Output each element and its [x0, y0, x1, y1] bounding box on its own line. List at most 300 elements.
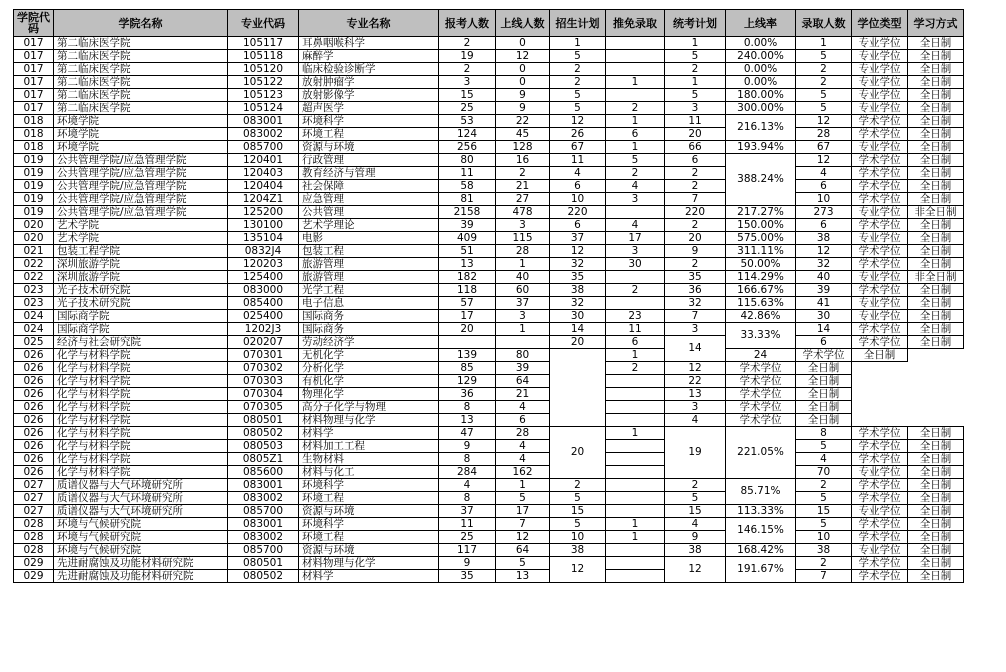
cell-major-name: 材料物理与化学	[299, 414, 439, 427]
table-row	[14, 258, 964, 271]
cell-exempt: 3	[606, 245, 665, 258]
cell-passed: 5	[496, 492, 550, 505]
cell-major-name: 麻醉学	[299, 50, 439, 63]
cell-major-code: 083002	[228, 531, 299, 544]
cell-applicants: 11	[439, 167, 496, 180]
cell-college-name: 化学与材料学院	[54, 414, 228, 427]
cell-exam-plan: 4	[665, 518, 726, 531]
cell-applicants: 11	[439, 518, 496, 531]
table-row	[14, 518, 964, 531]
cell-passed: 162	[496, 466, 550, 479]
cell-admitted: 67	[796, 141, 852, 154]
cell-major-name: 材料加工工程	[299, 440, 439, 453]
cell-degree: 专业学位	[852, 544, 908, 557]
cell-mode: 全日制	[908, 453, 964, 466]
cell-exempt: 1	[606, 427, 665, 440]
cell-major-code: 083001	[228, 479, 299, 492]
cell-mode: 全日制	[908, 193, 964, 206]
cell-major-code: 125400	[228, 271, 299, 284]
cell-major-name: 生物材料	[299, 453, 439, 466]
cell-college-code: 028	[14, 518, 54, 531]
cell-plan: 35	[550, 271, 606, 284]
cell-exam-plan: 35	[665, 271, 726, 284]
cell-college-name: 第二临床医学院	[54, 50, 228, 63]
table-row	[14, 180, 964, 193]
cell-major-name: 行政管理	[299, 154, 439, 167]
cell-plan: 37	[550, 232, 606, 245]
cell-exempt: 1	[606, 531, 665, 544]
table-row	[14, 76, 964, 89]
cell-degree: 专业学位	[852, 297, 908, 310]
cell-college-name: 化学与材料学院	[54, 453, 228, 466]
cell-college-code: 026	[14, 466, 54, 479]
cell-plan: 220	[550, 206, 606, 219]
cell-admitted: 5	[796, 440, 852, 453]
cell-college-name: 化学与材料学院	[54, 401, 228, 414]
cell-college-name: 国际商学院	[54, 310, 228, 323]
cell-college-code: 019	[14, 206, 54, 219]
cell-plan: 12	[550, 115, 606, 128]
cell-major-name: 劳动经济学	[299, 336, 439, 349]
cell-admitted: 2	[796, 63, 852, 76]
cell-college-code: 027	[14, 505, 54, 518]
cell-passed: 21	[496, 388, 550, 401]
cell-exam-plan: 2	[665, 258, 726, 271]
cell-exam-plan: 3	[665, 102, 726, 115]
cell-exempt	[606, 505, 665, 518]
cell-college-code: 024	[14, 310, 54, 323]
header-major-name: 专业名称	[299, 10, 439, 37]
cell-mode: 全日制	[908, 37, 964, 50]
cell-rate: 221.05%	[726, 427, 796, 479]
cell-admitted: 40	[796, 271, 852, 284]
cell-major-code: 120403	[228, 167, 299, 180]
table-row	[14, 466, 964, 479]
cell-exempt: 1	[606, 349, 665, 362]
cell-plan: 20	[550, 427, 606, 479]
cell-exempt	[606, 557, 665, 570]
cell-rate: 240.00%	[726, 50, 796, 63]
cell-exam-plan: 7	[665, 193, 726, 206]
cell-rate: 0.00%	[726, 76, 796, 89]
cell-plan: 32	[550, 258, 606, 271]
header-major-code: 专业代码	[228, 10, 299, 37]
cell-major-name: 艺术学理论	[299, 219, 439, 232]
cell-college-code: 017	[14, 63, 54, 76]
cell-mode: 全日制	[852, 349, 908, 362]
cell-degree: 学术学位	[852, 167, 908, 180]
cell-exam-plan: 2	[665, 180, 726, 193]
cell-major-name: 电影	[299, 232, 439, 245]
cell-degree: 学术学位	[852, 245, 908, 258]
cell-passed: 60	[496, 284, 550, 297]
cell-college-name: 第二临床医学院	[54, 76, 228, 89]
cell-applicants: 13	[439, 414, 496, 427]
cell-college-code: 017	[14, 102, 54, 115]
cell-major-name: 耳鼻咽喉科学	[299, 37, 439, 50]
cell-applicants: 25	[439, 102, 496, 115]
cell-degree: 学术学位	[852, 336, 908, 349]
cell-major-code: 070304	[228, 388, 299, 401]
cell-degree: 学术学位	[852, 284, 908, 297]
cell-passed	[496, 336, 550, 349]
cell-college-name: 化学与材料学院	[54, 440, 228, 453]
cell-plan: 5	[550, 518, 606, 531]
cell-degree: 专业学位	[852, 37, 908, 50]
cell-major-name: 国际商务	[299, 323, 439, 336]
cell-college-code: 017	[14, 76, 54, 89]
cell-applicants: 80	[439, 154, 496, 167]
cell-exam-plan: 2	[665, 167, 726, 180]
cell-passed: 40	[496, 271, 550, 284]
cell-admitted: 15	[796, 505, 852, 518]
cell-admitted: 6	[796, 180, 852, 193]
cell-major-code: 085700	[228, 544, 299, 557]
cell-mode: 非全日制	[908, 271, 964, 284]
cell-passed: 64	[496, 375, 550, 388]
cell-mode: 全日制	[908, 245, 964, 258]
table-row	[14, 102, 964, 115]
cell-college-name: 光子技术研究院	[54, 284, 228, 297]
cell-major-name: 无机化学	[299, 349, 439, 362]
table-row	[14, 50, 964, 63]
cell-mode: 全日制	[908, 219, 964, 232]
cell-exempt: 3	[606, 193, 665, 206]
cell-exempt: 4	[606, 180, 665, 193]
cell-mode: 全日制	[908, 50, 964, 63]
cell-mode: 全日制	[908, 102, 964, 115]
table-row	[14, 427, 964, 440]
cell-applicants: 9	[439, 440, 496, 453]
cell-college-code: 026	[14, 375, 54, 388]
cell-admitted: 12	[796, 115, 852, 128]
cell-mode: 全日制	[908, 167, 964, 180]
cell-degree: 学术学位	[852, 115, 908, 128]
cell-plan: 15	[550, 505, 606, 518]
table-row	[14, 206, 964, 219]
cell-exempt: 23	[606, 310, 665, 323]
table-row	[14, 245, 964, 258]
cell-major-name: 环境工程	[299, 492, 439, 505]
cell-college-name: 第二临床医学院	[54, 89, 228, 102]
cell-applicants: 8	[439, 492, 496, 505]
table-row	[14, 37, 964, 50]
cell-exam-plan: 1	[665, 76, 726, 89]
cell-major-code: 080501	[228, 557, 299, 570]
cell-applicants: 85	[439, 362, 496, 375]
header-row	[14, 10, 964, 37]
cell-college-code: 019	[14, 167, 54, 180]
cell-admitted: 5	[796, 102, 852, 115]
cell-exam-plan: 2	[665, 63, 726, 76]
cell-major-name: 包装工程	[299, 245, 439, 258]
cell-degree: 学术学位	[852, 492, 908, 505]
cell-major-name: 公共管理	[299, 206, 439, 219]
cell-college-code: 019	[14, 180, 54, 193]
cell-college-name: 艺术学院	[54, 219, 228, 232]
cell-degree: 专业学位	[852, 102, 908, 115]
cell-passed: 128	[496, 141, 550, 154]
cell-college-name: 公共管理学院/应急管理学院	[54, 180, 228, 193]
cell-major-name: 材料学	[299, 427, 439, 440]
cell-admitted: 12	[665, 362, 726, 375]
cell-mode: 全日制	[908, 570, 964, 583]
cell-admitted: 4	[796, 167, 852, 180]
header-admitted: 录取人数	[796, 10, 852, 37]
cell-mode: 全日制	[908, 557, 964, 570]
cell-degree: 学术学位	[852, 128, 908, 141]
cell-major-code: 120404	[228, 180, 299, 193]
cell-major-name: 旅游管理	[299, 258, 439, 271]
cell-major-code: 070301	[228, 349, 299, 362]
cell-major-name: 环境工程	[299, 128, 439, 141]
cell-exempt: 2	[606, 362, 665, 375]
cell-exempt: 5	[606, 154, 665, 167]
cell-college-code: 028	[14, 544, 54, 557]
cell-major-code: 083002	[228, 492, 299, 505]
cell-plan: 4	[550, 167, 606, 180]
table-row	[14, 154, 964, 167]
cell-major-name: 物理化学	[299, 388, 439, 401]
cell-college-name: 先进耐腐蚀及功能材料研究院	[54, 570, 228, 583]
cell-mode: 全日制	[908, 63, 964, 76]
cell-college-code: 026	[14, 362, 54, 375]
cell-admitted: 30	[796, 310, 852, 323]
cell-college-name: 公共管理学院/应急管理学院	[54, 206, 228, 219]
cell-degree: 专业学位	[852, 50, 908, 63]
cell-major-code: 085700	[228, 505, 299, 518]
cell-plan: 38	[550, 544, 606, 557]
cell-applicants: 20	[439, 323, 496, 336]
cell-applicants: 2	[439, 63, 496, 76]
cell-college-name: 先进耐腐蚀及功能材料研究院	[54, 557, 228, 570]
cell-exam-plan: 20	[665, 232, 726, 245]
cell-passed: 28	[496, 245, 550, 258]
cell-rate: 0.00%	[726, 37, 796, 50]
cell-plan: 32	[550, 297, 606, 310]
cell-major-code: 020207	[228, 336, 299, 349]
cell-college-name: 环境学院	[54, 115, 228, 128]
table-row	[14, 414, 964, 427]
table-row	[14, 193, 964, 206]
cell-applicants: 47	[439, 427, 496, 440]
header-degree: 学位类型	[852, 10, 908, 37]
cell-college-name: 环境与气候研究院	[54, 518, 228, 531]
table-row	[14, 544, 964, 557]
table-row	[14, 128, 964, 141]
cell-applicants: 39	[439, 219, 496, 232]
cell-applicants: 117	[439, 544, 496, 557]
cell-plan: 11	[550, 154, 606, 167]
cell-admitted: 273	[796, 206, 852, 219]
cell-major-code: 083001	[228, 518, 299, 531]
cell-degree: 专业学位	[852, 206, 908, 219]
cell-major-name: 高分子化学与物理	[299, 401, 439, 414]
cell-major-name: 环境科学	[299, 479, 439, 492]
cell-mode: 全日制	[908, 76, 964, 89]
cell-admitted: 5	[796, 518, 852, 531]
cell-college-code: 024	[14, 323, 54, 336]
cell-exempt	[606, 414, 665, 427]
cell-college-name: 公共管理学院/应急管理学院	[54, 167, 228, 180]
table-row	[14, 141, 964, 154]
cell-admitted: 12	[796, 245, 852, 258]
cell-college-code: 023	[14, 297, 54, 310]
cell-college-code: 026	[14, 349, 54, 362]
cell-applicants: 19	[439, 50, 496, 63]
cell-passed: 2	[496, 167, 550, 180]
cell-college-code: 022	[14, 258, 54, 271]
table-row	[14, 401, 964, 414]
cell-plan: 12	[550, 245, 606, 258]
cell-admitted: 1	[796, 37, 852, 50]
cell-major-code: 070302	[228, 362, 299, 375]
cell-mode: 全日制	[908, 427, 964, 440]
cell-rate: 300.00%	[726, 102, 796, 115]
cell-degree: 学术学位	[726, 414, 796, 427]
cell-admitted: 2	[796, 557, 852, 570]
cell-passed: 37	[496, 297, 550, 310]
cell-exempt: 2	[606, 167, 665, 180]
cell-major-code: 080502	[228, 427, 299, 440]
cell-major-name: 国际商务	[299, 310, 439, 323]
cell-applicants: 118	[439, 284, 496, 297]
cell-major-code: 085600	[228, 466, 299, 479]
admissions-table	[13, 9, 964, 583]
cell-major-code: 120203	[228, 258, 299, 271]
cell-college-code: 018	[14, 128, 54, 141]
cell-major-code: 085700	[228, 141, 299, 154]
cell-passed: 21	[496, 180, 550, 193]
cell-major-name: 材料学	[299, 570, 439, 583]
cell-admitted: 14	[796, 323, 852, 336]
cell-college-name: 深圳旅游学院	[54, 271, 228, 284]
cell-applicants: 15	[439, 89, 496, 102]
cell-admitted: 5	[796, 492, 852, 505]
cell-applicants: 2	[439, 37, 496, 50]
cell-college-name: 第二临床医学院	[54, 37, 228, 50]
cell-exempt	[606, 50, 665, 63]
cell-college-name: 化学与材料学院	[54, 427, 228, 440]
cell-passed: 478	[496, 206, 550, 219]
cell-major-code: 085400	[228, 297, 299, 310]
cell-passed: 6	[496, 414, 550, 427]
cell-applicants: 13	[439, 258, 496, 271]
cell-major-name: 材料物理与化学	[299, 557, 439, 570]
cell-rate: 114.29%	[726, 271, 796, 284]
cell-major-code: 080501	[228, 414, 299, 427]
cell-degree: 学术学位	[852, 258, 908, 271]
cell-mode: 全日制	[796, 414, 852, 427]
cell-passed: 64	[496, 544, 550, 557]
cell-passed: 5	[496, 557, 550, 570]
table-row	[14, 479, 964, 492]
cell-rate: 113.33%	[726, 505, 796, 518]
cell-major-name: 分析化学	[299, 362, 439, 375]
header-college-name: 学院名称	[54, 10, 228, 37]
cell-college-code: 028	[14, 531, 54, 544]
cell-exam-plan: 5	[665, 492, 726, 505]
cell-plan: 12	[550, 557, 606, 583]
cell-degree: 专业学位	[852, 271, 908, 284]
cell-plan: 2	[550, 76, 606, 89]
table-row	[14, 492, 964, 505]
cell-exam-plan: 19	[665, 427, 726, 479]
table-row	[14, 219, 964, 232]
cell-mode: 全日制	[908, 531, 964, 544]
cell-major-name: 环境工程	[299, 531, 439, 544]
cell-degree: 学术学位	[726, 375, 796, 388]
header-applicants: 报考人数	[439, 10, 496, 37]
cell-college-name: 环境与气候研究院	[54, 531, 228, 544]
cell-mode: 全日制	[908, 115, 964, 128]
cell-admitted: 6	[796, 336, 852, 349]
cell-college-name: 化学与材料学院	[54, 388, 228, 401]
cell-major-code: 0832J4	[228, 245, 299, 258]
cell-college-code: 017	[14, 50, 54, 63]
cell-applicants: 409	[439, 232, 496, 245]
cell-exempt	[606, 375, 665, 388]
cell-college-name: 环境学院	[54, 141, 228, 154]
cell-applicants: 2158	[439, 206, 496, 219]
cell-exempt: 1	[606, 141, 665, 154]
cell-exam-plan: 9	[665, 531, 726, 544]
cell-passed: 27	[496, 193, 550, 206]
cell-admitted: 8	[796, 427, 852, 440]
cell-degree: 专业学位	[852, 505, 908, 518]
cell-college-code: 026	[14, 427, 54, 440]
header-passed: 上线人数	[496, 10, 550, 37]
cell-major-code: 105123	[228, 89, 299, 102]
cell-applicants: 25	[439, 531, 496, 544]
cell-applicants: 37	[439, 505, 496, 518]
cell-college-code: 027	[14, 479, 54, 492]
cell-rate: 575.00%	[726, 232, 796, 245]
cell-exam-plan: 3	[665, 323, 726, 336]
cell-major-name: 资源与环境	[299, 141, 439, 154]
table-row	[14, 63, 964, 76]
cell-major-name: 有机化学	[299, 375, 439, 388]
cell-passed: 115	[496, 232, 550, 245]
cell-plan: 5	[550, 89, 606, 102]
cell-degree: 学术学位	[852, 427, 908, 440]
cell-major-code: 070305	[228, 401, 299, 414]
cell-plan: 6	[550, 180, 606, 193]
cell-college-code: 027	[14, 492, 54, 505]
cell-passed: 0	[496, 37, 550, 50]
cell-college-name: 经济与社会研究院	[54, 336, 228, 349]
cell-college-name: 质谱仪器与大气环境研究所	[54, 492, 228, 505]
cell-college-code: 020	[14, 232, 54, 245]
cell-applicants: 4	[439, 479, 496, 492]
cell-degree: 专业学位	[852, 76, 908, 89]
cell-college-code: 022	[14, 271, 54, 284]
cell-college-name: 艺术学院	[54, 232, 228, 245]
cell-plan: 38	[550, 284, 606, 297]
cell-admitted: 3	[665, 401, 726, 414]
cell-mode: 全日制	[908, 297, 964, 310]
cell-admitted: 38	[796, 544, 852, 557]
header-exam-plan: 统考计划	[665, 10, 726, 37]
cell-college-code: 019	[14, 193, 54, 206]
cell-college-name: 化学与材料学院	[54, 375, 228, 388]
cell-admitted: 28	[796, 128, 852, 141]
header-exempt: 推免录取	[606, 10, 665, 37]
cell-major-code: 083002	[228, 128, 299, 141]
cell-college-code: 026	[14, 401, 54, 414]
cell-degree: 学术学位	[852, 193, 908, 206]
cell-exam-plan: 1	[665, 37, 726, 50]
